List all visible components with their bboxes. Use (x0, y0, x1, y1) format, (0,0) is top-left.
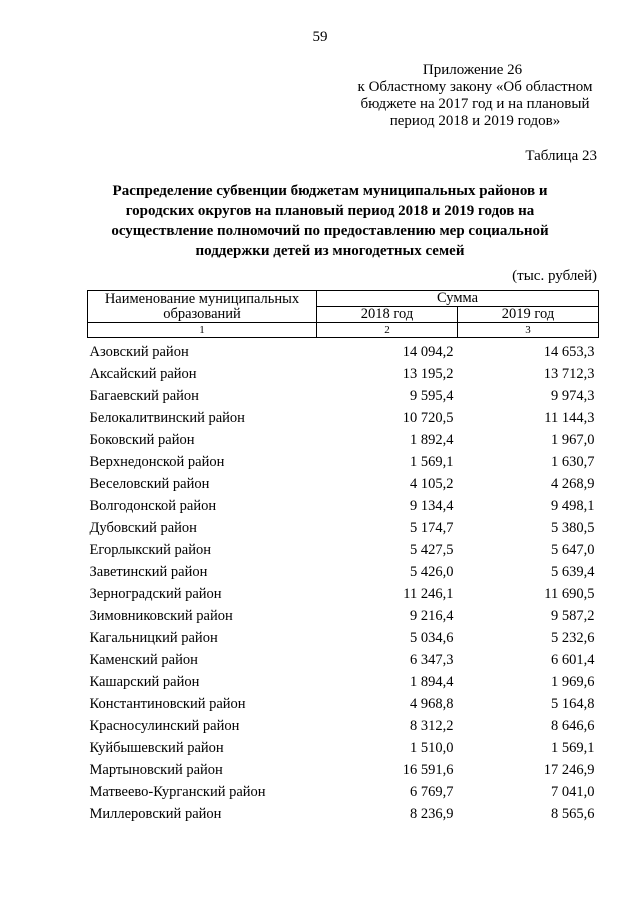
title-line: городских округов на плановый период 2018 и 2019 годов на (125, 203, 535, 219)
amount-2019: 5 164,8 (551, 696, 595, 712)
district-name: Аксайский район (89, 366, 197, 382)
amount-2019: 8 646,6 (551, 718, 595, 734)
amount-2019: 7 041,0 (551, 784, 595, 800)
district-name: Дубовский район (89, 520, 197, 536)
amount-2019: 1 967,0 (551, 432, 595, 448)
district-name: Веселовский район (89, 476, 210, 492)
table-row (88, 561, 599, 583)
amount-2018: 1 569,1 (410, 454, 454, 470)
title-line: поддержки детей из многодетных семей (195, 243, 465, 259)
amount-2019: 11 690,5 (544, 586, 595, 602)
amount-2018: 5 034,6 (410, 630, 454, 646)
district-name: Белокалитвинский район (89, 410, 245, 426)
amount-2019: 13 712,3 (543, 366, 595, 382)
title-line: Распределение субвенции бюджетам муниципальных районов и (112, 183, 548, 199)
district-name: Каменский район (89, 652, 198, 668)
amount-2018: 13 195,2 (402, 366, 454, 382)
amount-2018: 4 968,8 (410, 696, 454, 712)
district-name: Миллеровский район (89, 806, 222, 822)
column-index: 2 (317, 323, 458, 338)
amount-2018: 11 246,1 (403, 586, 454, 602)
amount-2019: 5 639,4 (551, 564, 595, 580)
column-index: 3 (458, 323, 599, 338)
amount-2018: 5 174,7 (410, 520, 454, 536)
amount-2018: 5 427,5 (410, 542, 454, 558)
district-name: Заветинский район (89, 564, 208, 580)
table-body (88, 338, 599, 826)
table-row (88, 495, 599, 517)
district-name: Зерноградский район (89, 586, 222, 602)
table-row (88, 407, 599, 429)
district-name: Красносулинский район (89, 718, 240, 734)
amount-2019: 1 569,1 (551, 740, 595, 756)
amount-2018: 16 591,6 (402, 762, 454, 778)
table-row (88, 451, 599, 473)
table-row (88, 385, 599, 407)
table-row (88, 649, 599, 671)
header-sum: Сумма (317, 291, 599, 307)
amount-2019: 4 268,9 (551, 476, 595, 492)
appendix-title: Приложение 26 (422, 62, 523, 78)
amount-2019: 5 647,0 (551, 542, 595, 558)
amount-2018: 8 236,9 (410, 806, 454, 822)
amount-2019: 1 969,6 (551, 674, 595, 690)
table-row (88, 693, 599, 715)
table-row (88, 429, 599, 451)
table-row (88, 363, 599, 385)
amount-2019: 17 246,9 (543, 762, 595, 778)
amount-2019: 9 974,3 (551, 388, 595, 404)
amount-2019: 1 630,7 (551, 454, 595, 470)
table-row (88, 627, 599, 649)
table-row (88, 715, 599, 737)
units-label: (тыс. рублей) (512, 268, 597, 284)
table-row (88, 781, 599, 803)
title-line: осуществление полномочий по предоставлению мер социальной (111, 223, 549, 239)
appendix-header (0, 62, 640, 130)
amount-2019: 9 498,1 (551, 498, 595, 514)
district-name: Куйбышевский район (89, 740, 224, 756)
table-row (88, 803, 599, 825)
amount-2019: 5 380,5 (551, 520, 595, 536)
header-year-2018: 2018 год (317, 307, 458, 323)
subvention-table (87, 290, 599, 825)
district-name: Зимовниковский район (89, 608, 233, 624)
amount-2018: 9 216,4 (410, 608, 454, 624)
amount-2018: 8 312,2 (410, 718, 454, 734)
amount-2019: 14 653,3 (543, 344, 595, 360)
amount-2018: 4 105,2 (410, 476, 454, 492)
appendix-line: период 2018 и 2019 годов» (389, 113, 561, 129)
district-name: Волгодонской район (89, 498, 217, 514)
amount-2018: 1 894,4 (410, 674, 454, 690)
amount-2018: 14 094,2 (402, 344, 454, 360)
header-year-2019: 2019 год (458, 307, 599, 323)
table-row (88, 583, 599, 605)
district-name: Кагальницкий район (89, 630, 218, 646)
table-row (88, 517, 599, 539)
table-row (88, 605, 599, 627)
district-name: Мартыновский район (89, 762, 223, 778)
amount-2018: 1 510,0 (410, 740, 454, 756)
district-name: Кашарский район (89, 674, 200, 690)
table-row (88, 671, 599, 693)
appendix-line: к Областному закону «Об областном (357, 79, 593, 95)
document-title (70, 181, 590, 261)
amount-2018: 9 595,4 (410, 388, 454, 404)
district-name: Багаевский район (89, 388, 199, 404)
table-row (88, 473, 599, 495)
amount-2018: 10 720,5 (402, 410, 454, 426)
amount-2018: 5 426,0 (410, 564, 454, 580)
amount-2019: 8 565,6 (551, 806, 595, 822)
table-row (88, 737, 599, 759)
district-name: Верхнедонской район (89, 454, 225, 470)
appendix-line: бюджете на 2017 год и на плановый (360, 96, 590, 112)
district-name: Азовский район (89, 344, 189, 360)
district-name: Матвеево-Курганский район (89, 784, 266, 800)
amount-2019: 6 601,4 (551, 652, 595, 668)
amount-2019: 9 587,2 (551, 608, 595, 624)
header-name: Наименование муниципальных образований (88, 291, 317, 323)
amount-2018: 9 134,4 (410, 498, 454, 514)
table-number: Таблица 23 (525, 148, 597, 164)
amount-2019: 11 144,3 (544, 410, 595, 426)
district-name: Константиновский район (89, 696, 246, 712)
amount-2018: 1 892,4 (410, 432, 454, 448)
table-row (88, 539, 599, 561)
page-number: 59 (312, 29, 328, 45)
amount-2018: 6 347,3 (410, 652, 454, 668)
amount-2019: 5 232,6 (551, 630, 595, 646)
table-row (88, 759, 599, 781)
district-name: Боковский район (89, 432, 195, 448)
table-row (88, 338, 599, 364)
amount-2018: 6 769,7 (410, 784, 454, 800)
column-index: 1 (88, 323, 317, 338)
district-name: Егорлыкский район (89, 542, 211, 558)
